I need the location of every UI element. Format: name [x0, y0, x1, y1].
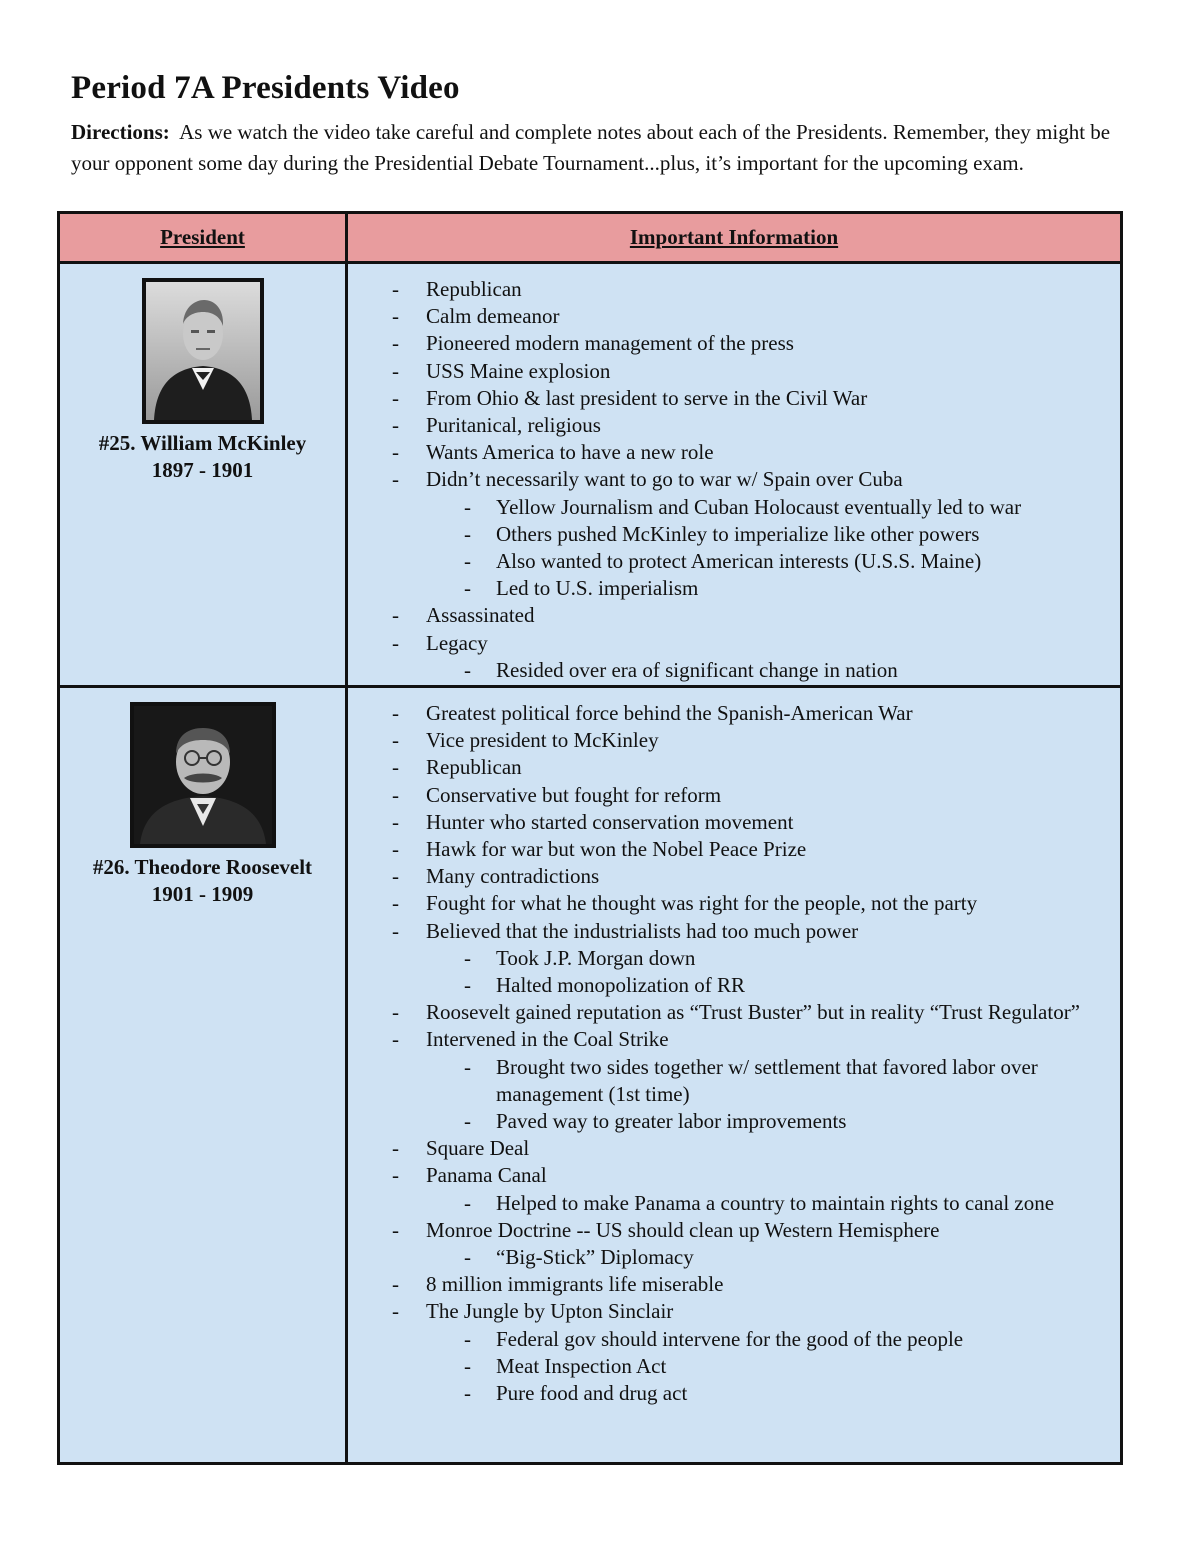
note-text: Vice president to McKinley	[426, 728, 659, 753]
directions-label: Directions:	[71, 120, 170, 144]
sub-list-item	[348, 972, 1120, 999]
bullet-dash: -	[464, 1054, 471, 1079]
list-item	[348, 1162, 1120, 1189]
bullet-dash: -	[464, 973, 471, 998]
note-text: Fought for what he thought was right for the people, not the party	[426, 891, 978, 916]
bullet-dash: -	[464, 1381, 471, 1406]
list-item	[348, 863, 1120, 890]
bullet-dash: -	[392, 358, 399, 383]
directions-paragraph	[71, 117, 1131, 179]
list-item	[348, 782, 1120, 809]
list-item	[348, 602, 1120, 629]
sub-list-item	[348, 575, 1120, 602]
note-text: Panama Canal	[426, 1163, 547, 1188]
bullet-dash: -	[464, 1190, 471, 1215]
note-text: Paved way to greater labor improvements	[496, 1109, 847, 1134]
list-item	[348, 700, 1120, 727]
bullet-dash: -	[392, 1272, 399, 1297]
bullet-dash: -	[464, 945, 471, 970]
info-cell	[347, 687, 1122, 1464]
note-text: Hunter who started conservation movement	[426, 809, 794, 834]
sub-list-item	[348, 1380, 1120, 1407]
list-item	[348, 999, 1120, 1026]
list-item	[348, 890, 1120, 917]
note-text: Legacy	[426, 630, 488, 655]
bullet-dash: -	[392, 440, 399, 465]
table-header-row	[59, 213, 1122, 263]
list-item	[348, 630, 1120, 657]
note-text: Republican	[426, 277, 522, 301]
info-column-header: Important Information	[347, 213, 1122, 263]
bullet-dash: -	[464, 494, 471, 519]
bullet-dash: -	[392, 331, 399, 356]
info-cell	[347, 263, 1122, 687]
list-item	[348, 727, 1120, 754]
note-text: Greatest political force behind the Spanish-American War	[426, 701, 913, 725]
note-text: Pioneered modern management of the press	[426, 331, 794, 356]
note-text: “Big-Stick” Diplomacy	[496, 1245, 694, 1270]
sub-list-item	[348, 657, 1120, 684]
bullet-dash: -	[392, 701, 399, 725]
bullet-dash: -	[392, 728, 399, 753]
mckinley-portrait	[142, 278, 264, 424]
note-text: Hawk for war but won the Nobel Peace Prize	[426, 837, 807, 862]
list-item	[348, 836, 1120, 863]
note-text: Wants America to have a new role	[426, 440, 714, 465]
sub-list-item	[348, 548, 1120, 575]
note-text: From Ohio & last president to serve in the Civil War	[426, 385, 868, 410]
note-text: Meat Inspection Act	[496, 1353, 667, 1378]
note-text: 8 million immigrants life miserable	[426, 1272, 724, 1297]
bullet-dash: -	[392, 304, 399, 329]
sub-list-item	[348, 1326, 1120, 1353]
bullet-dash: -	[392, 809, 399, 834]
list-item	[348, 809, 1120, 836]
note-text: Many contradictions	[426, 864, 600, 889]
note-text: Calm demeanor	[426, 304, 560, 329]
list-item	[348, 754, 1120, 781]
bullet-dash: -	[464, 576, 471, 601]
note-text: Assassinated	[426, 603, 535, 628]
note-text: Didn’t necessarily want to go to war w/ Spain over Cuba	[426, 467, 903, 492]
sub-list-item	[348, 945, 1120, 972]
sub-list-item	[348, 1244, 1120, 1271]
list-item	[348, 1217, 1120, 1244]
note-text: USS Maine explosion	[426, 358, 611, 383]
note-text: Resided over era of significant change in nation	[496, 657, 898, 682]
note-text: Square Deal	[426, 1136, 530, 1161]
president-row-roosevelt	[59, 687, 1122, 1464]
list-item	[348, 303, 1120, 330]
list-item	[348, 1026, 1120, 1053]
note-text: Believed that the industrialists had too much power	[426, 918, 859, 943]
list-item	[348, 276, 1120, 303]
note-text: Others pushed McKinley to imperialize like other powers	[496, 521, 980, 546]
bullet-dash: -	[392, 782, 399, 807]
list-item	[348, 1135, 1120, 1162]
list-item	[348, 330, 1120, 357]
portrait-image	[134, 706, 272, 844]
note-text: Republican	[426, 755, 522, 780]
list-item	[348, 466, 1120, 493]
bullet-dash: -	[392, 918, 399, 943]
bullet-dash: -	[392, 1136, 399, 1161]
sub-list-item	[348, 1108, 1120, 1135]
note-text: Pure food and drug act	[496, 1381, 688, 1406]
bullet-dash: -	[464, 1109, 471, 1134]
list-item	[348, 918, 1120, 945]
note-text: Halted monopolization of RR	[496, 973, 746, 998]
notes-list-mckinley	[348, 264, 1120, 684]
note-text: Intervened in the Coal Strike	[426, 1027, 669, 1052]
sub-list-item	[348, 1190, 1120, 1217]
bullet-dash: -	[392, 1217, 399, 1242]
page-title: Period 7A Presidents Video	[71, 70, 460, 106]
bullet-dash: -	[392, 864, 399, 889]
list-item	[348, 1298, 1120, 1325]
note-text: Brought two sides together w/ settlement that favored labor over management (1st time)	[496, 1054, 1038, 1106]
bullet-dash: -	[392, 467, 399, 492]
bullet-dash: -	[392, 1027, 399, 1052]
president-name: #26. Theodore Roosevelt	[92, 855, 313, 879]
bullet-dash: -	[464, 549, 471, 574]
sub-list-item	[348, 494, 1120, 521]
list-item	[348, 439, 1120, 466]
roosevelt-portrait	[130, 702, 276, 848]
bullet-dash: -	[464, 1353, 471, 1378]
president-row-mckinley	[59, 263, 1122, 687]
bullet-dash: -	[392, 413, 399, 438]
bullet-dash: -	[392, 755, 399, 780]
president-years: 1897 - 1901	[151, 458, 254, 482]
note-text: Led to U.S. imperialism	[496, 576, 699, 601]
note-text: Federal gov should intervene for the good of the people	[496, 1326, 964, 1351]
list-item	[348, 412, 1120, 439]
note-text: Roosevelt gained reputation as “Trust Buster” but in reality “Trust Regulator”	[426, 1000, 1081, 1025]
list-item	[348, 358, 1120, 385]
bullet-dash: -	[392, 1163, 399, 1188]
note-text: Helped to make Panama a country to maintain rights to canal zone	[496, 1190, 1055, 1215]
note-text: Took J.P. Morgan down	[496, 945, 696, 970]
president-column-header: President	[59, 213, 347, 263]
bullet-dash: -	[392, 891, 399, 916]
bullet-dash: -	[464, 521, 471, 546]
note-text: Puritanical, religious	[426, 413, 601, 438]
note-text: Also wanted to protect American interests (U.S.S. Maine)	[496, 549, 982, 574]
sub-list-item	[348, 1054, 1120, 1108]
bullet-dash: -	[464, 1326, 471, 1351]
bullet-dash: -	[392, 1299, 399, 1324]
bullet-dash: -	[392, 385, 399, 410]
list-item	[348, 385, 1120, 412]
president-years: 1901 - 1909	[151, 882, 254, 906]
bullet-dash: -	[392, 603, 399, 628]
president-name: #25. William McKinley	[98, 431, 307, 455]
bullet-dash: -	[464, 657, 471, 682]
directions-text: As we watch the video take careful and complete notes about each of the Presidents. Remember, they might be your opponent some day during the Presidential Debate Tournament...plus, it’s important for the upcoming exam.	[71, 120, 1111, 175]
president-cell	[59, 687, 347, 1464]
note-text: Conservative but fought for reform	[426, 782, 722, 807]
sub-list-item	[348, 1353, 1120, 1380]
bullet-dash: -	[392, 837, 399, 862]
presidents-table	[57, 211, 1123, 1465]
notes-list-roosevelt	[348, 688, 1120, 1407]
sub-list-item	[348, 521, 1120, 548]
list-item	[348, 1271, 1120, 1298]
president-cell	[59, 263, 347, 687]
bullet-dash: -	[392, 1000, 399, 1025]
note-text: Monroe Doctrine -- US should clean up Western Hemisphere	[426, 1217, 940, 1242]
bullet-dash: -	[392, 277, 399, 301]
bullet-dash: -	[392, 630, 399, 655]
note-text: The Jungle by Upton Sinclair	[426, 1299, 674, 1324]
bullet-dash: -	[464, 1245, 471, 1270]
note-text: Yellow Journalism and Cuban Holocaust eventually led to war	[496, 494, 1022, 519]
portrait-image	[146, 282, 260, 420]
